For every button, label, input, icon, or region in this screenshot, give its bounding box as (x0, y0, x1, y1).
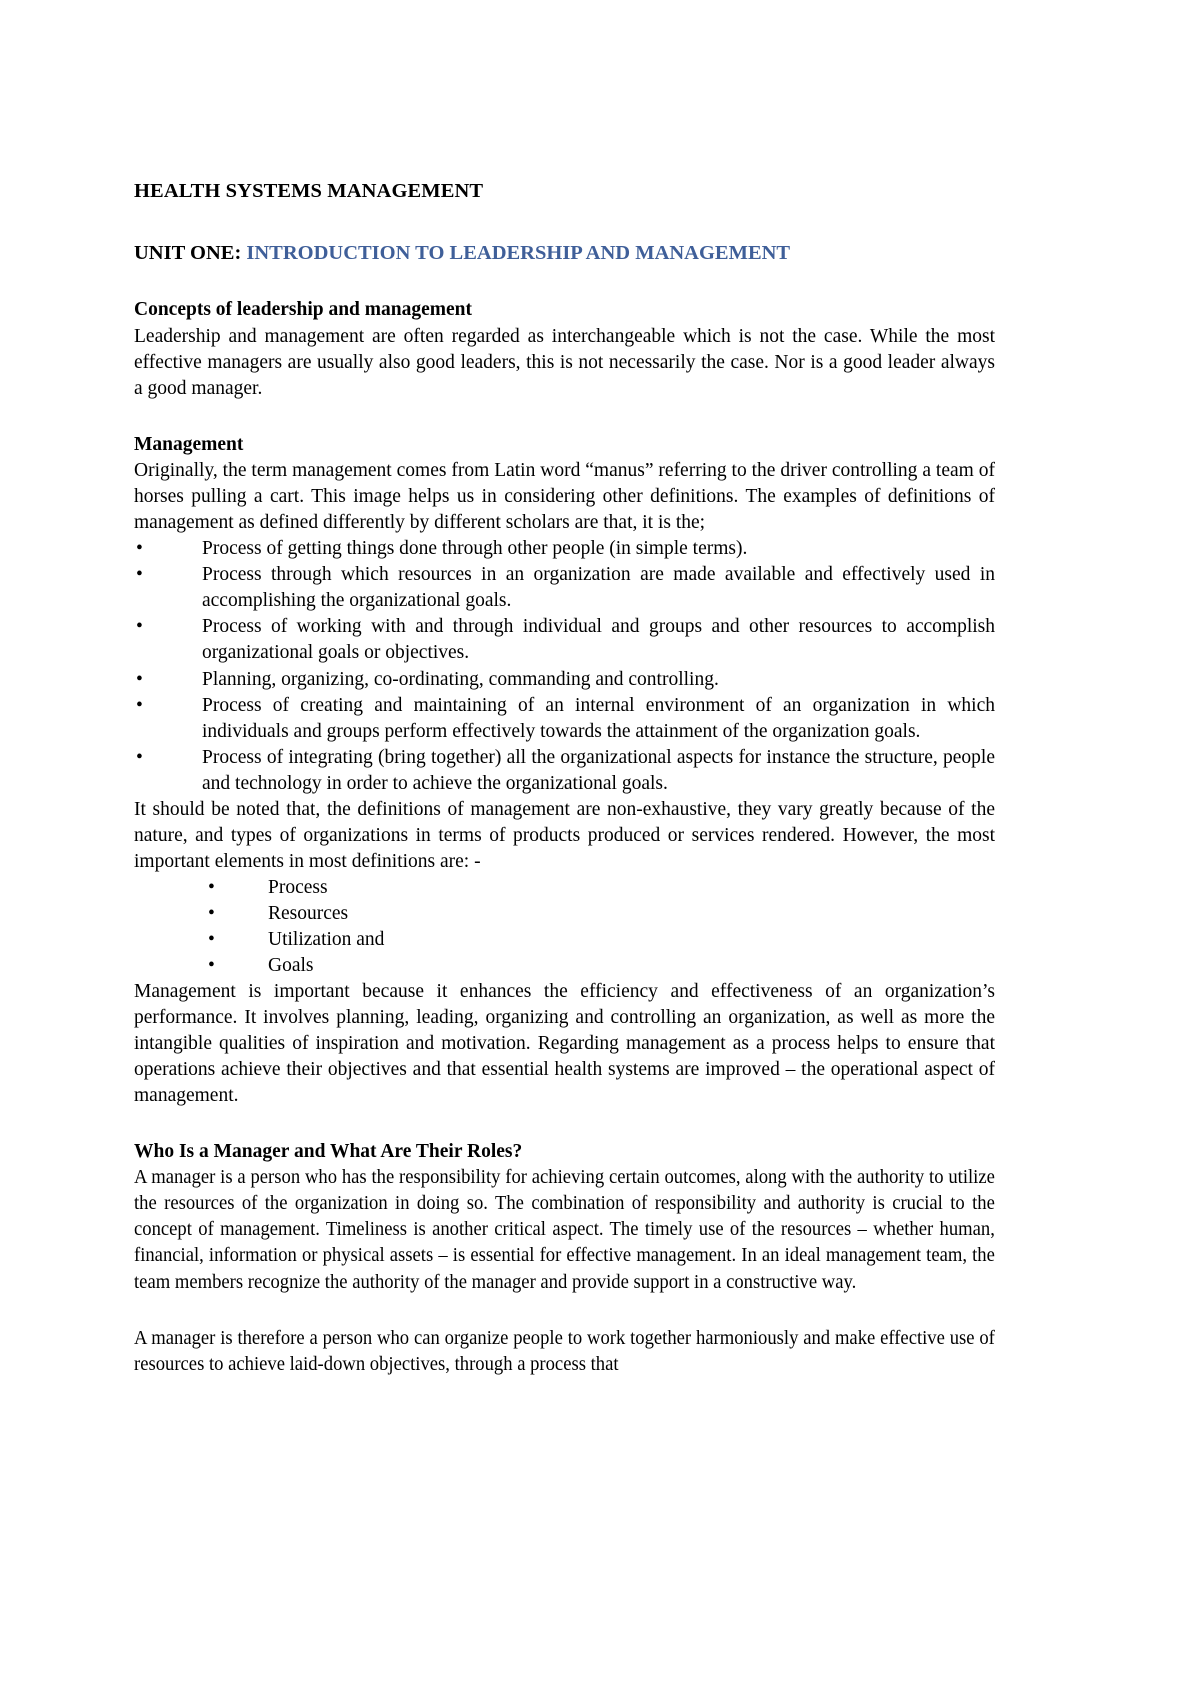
list-item-text: Process (268, 876, 328, 898)
heading-concepts: Concepts of leadership and management (134, 299, 473, 321)
list-item-text: Utilization and (268, 928, 385, 950)
unit-heading (134, 240, 995, 266)
list-item (208, 953, 995, 979)
list-item (208, 901, 995, 927)
list-item-text: Process of working with and through individual and groups and other resources to accomplish organizational goals or objectives. (202, 616, 995, 664)
list-item (134, 536, 995, 562)
list-item (134, 614, 995, 666)
bullet-icon: • (136, 564, 143, 586)
bullet-icon: • (208, 902, 215, 924)
bullet-icon: • (208, 928, 215, 950)
list-item (208, 927, 995, 953)
bullet-icon: • (136, 746, 143, 768)
bullet-icon: • (136, 694, 143, 716)
bullet-icon: • (136, 668, 143, 690)
document-body (134, 178, 995, 1378)
management-elements-list (134, 875, 995, 979)
bullet-icon: • (136, 538, 143, 560)
list-item (134, 667, 995, 693)
bullet-icon: • (136, 616, 143, 638)
list-item-text: Process of creating and maintaining of an internal environment of an organization in which individuals and groups perform effectively towards the attainment of the organization goals. (202, 694, 995, 742)
list-item (134, 693, 995, 745)
unit-label: UNIT ONE: (134, 242, 242, 265)
list-item-text: Process through which resources in an organization are made available and effectively used in accomplishing the organizational goals. (202, 564, 995, 612)
heading-manager: Who Is a Manager and What Are Their Roles? (134, 1141, 523, 1163)
paragraph-manager-one: A manager is a person who has the responsibility for achieving certain outcomes, along with the authority to utilize the resources of the organization in doing so. The combination of responsibility and authority is crucial to the concept of management. Timeliness is another critical aspect. The timely use of the resources – whether human, financial, information or physical assets – is essential for effective management. In an ideal management team, the team members recognize the authority of the manager and provide support in a constructive way. (134, 1167, 995, 1293)
list-item-text: Goals (268, 954, 314, 976)
list-item (208, 875, 995, 901)
paragraph-concepts: Leadership and management are often regarded as interchangeable which is not the case. While the most effective managers are usually also good leaders, this is not necessarily the case. Nor is a good leader always a good manager. (134, 325, 995, 399)
list-item (134, 745, 995, 797)
bullet-icon: • (208, 876, 215, 898)
list-item (134, 562, 995, 614)
list-item-text: Process of getting things done through other people (in simple terms). (202, 538, 748, 560)
document-title-text: HEALTH SYSTEMS MANAGEMENT (134, 180, 484, 202)
list-item-text: Process of integrating (bring together) all the organizational aspects for instance the structure, people and technology in order to achieve the organizational goals. (202, 746, 995, 794)
paragraph-management-closing: Management is important because it enhances the efficiency and effectiveness of an organization’s performance. It involves planning, leading, organizing and controlling an organization, as well as more the intangible qualities of inspiration and motivation. Regarding management as a process helps to ensure that operations achieve their objectives and that essential health systems are improved – the operational aspect of management. (134, 980, 995, 1106)
bullet-icon: • (208, 954, 215, 976)
management-definition-list (134, 536, 995, 796)
paragraph-management-note: It should be noted that, the definitions of management are non-exhaustive, they vary greatly because of the nature, and types of organizations in terms of products produced or services rendered. However, the most important elements in most definitions are: - (134, 798, 995, 872)
paragraph-manager-two: A manager is therefore a person who can organize people to work together harmoniously and make effective use of resources to achieve laid-down objectives, through a process that (134, 1327, 995, 1375)
document-title (134, 178, 995, 204)
unit-topic: INTRODUCTION TO LEADERSHIP AND MANAGEMENT (246, 242, 791, 265)
paragraph-management-intro: Originally, the term management comes from Latin word “manus” referring to the driver controlling a team of horses pulling a cart. This image helps us in considering other definitions. The examples of definitions of management as defined differently by different scholars are that, it is the; (134, 460, 995, 534)
heading-management: Management (134, 433, 244, 455)
list-item-text: Resources (268, 902, 349, 924)
list-item-text: Planning, organizing, co-ordinating, commanding and controlling. (202, 668, 719, 690)
